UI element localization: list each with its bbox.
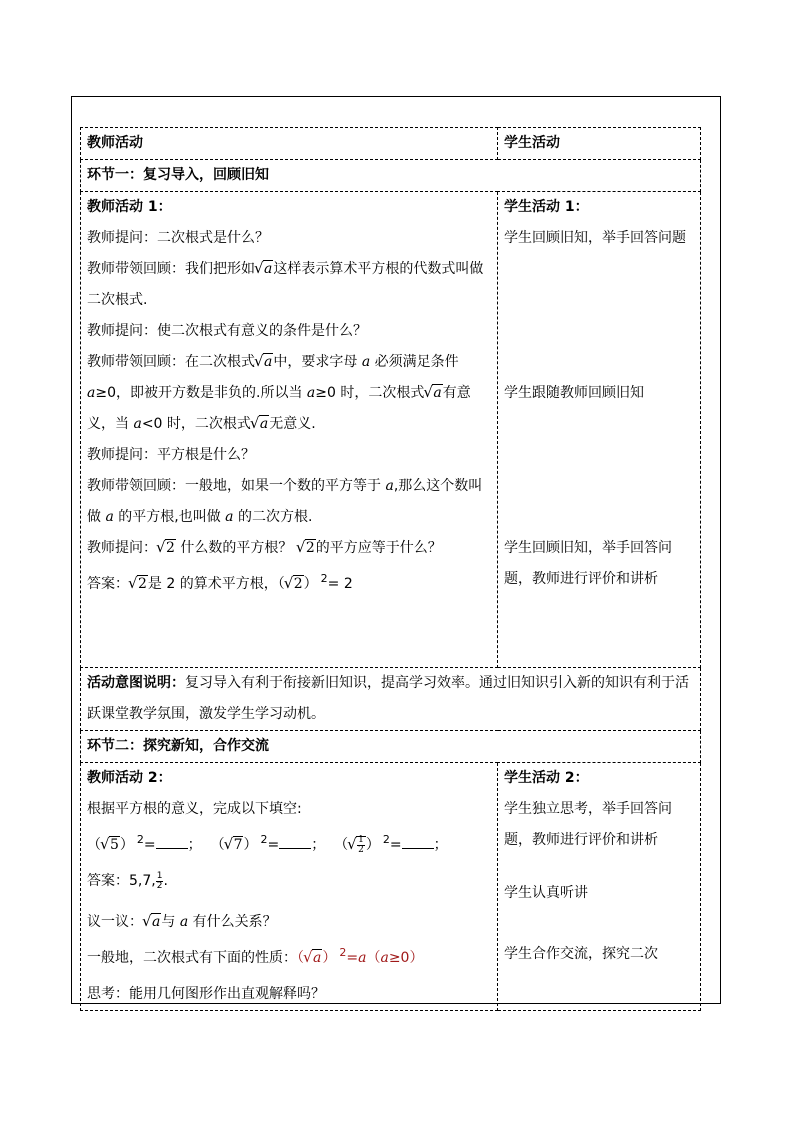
sqrt-a: √ a [255,254,273,285]
student-activity-6: 学生合作交流，探究二次 [504,946,658,962]
sqrt-half [348,825,366,865]
sqrt-2: √ 2 [297,533,316,564]
blank-field [156,836,188,849]
property-formula: （√ a） $^2$=a（a≥0） [297,950,423,966]
activity2-teacher-cell [81,763,498,1011]
teacher-question-3: 教师提问：平方根是什么？ [87,447,255,463]
teacher-question-4: 教师提问：√ 2 什么数的平方根？ √ 2的平方应等于什么？ [87,533,491,564]
sqrt-2: √ 2 [157,533,176,564]
think-line: 思考：能用几何图形作出直观解释吗？ [87,986,325,1002]
spacer [504,254,694,378]
spacer [504,856,694,878]
activity1-row [81,192,701,668]
header-teacher: 教师活动 [81,128,498,160]
sqrt-a: √ a [255,347,273,378]
student-activity-4: 学生独立思考，举手回答问题，教师进行评价和讲析 [504,801,672,848]
lesson-table [80,127,701,1011]
section1-title: 环节一：复习导入，回顾旧知 [81,160,701,192]
sqrt-a: √ a [251,409,269,440]
student-activity-5: 学生认真听讲 [504,885,588,901]
blank-field [402,836,434,849]
teacher-review-3: 教师带领回顾：一般地，如果一个数的平方等于 a,那么这个数叫做 a 的平方根,也叫做 a 的二次方根. [87,478,483,525]
teacher-question-1: 教师提问：二次根式是什么？ [87,230,269,246]
header-row [81,128,701,160]
sqrt-a: √ a [304,938,322,978]
section2-row [81,731,701,763]
sqrt-7: √ 7 [225,825,244,865]
activity1-student-cell [498,192,701,668]
spacer [87,605,491,667]
spacer [504,409,694,533]
sqrt-2: √ 2 [285,564,304,604]
spacer [504,909,694,939]
student-activity-3: 学生回顾旧知，举手回答问题，教师进行评价和讲析 [504,540,672,587]
activity2-row [81,763,701,1011]
fill-blanks: （√ 5） $^2$= ； （√ 7） $^2$= ； （ √ $\frac{1}{2}$ ） $^2$= ； [87,825,491,866]
answer-1: 答案：√ 2是 2 的算术平方根，（√ 2） $^2$= 2 [87,564,491,605]
fraction-half: $\frac{1}{2}$ [156,870,163,891]
student-activity-2: 学生跟随教师回顾旧知 [504,385,644,401]
activity2-student-title: 学生活动 2： [504,770,589,786]
student-activity-1: 学生回顾旧知，举手回答问题 [504,230,686,246]
sqrt-5: √ 5 [101,825,120,865]
sqrt-2: √ 2 [129,564,148,604]
property-line: 一般地，二次根式有下面的性质：（√ a） $^2$=a（a≥0） [87,938,491,979]
teacher-question-2: 教师提问：使二次根式有意义的条件是什么？ [87,323,367,339]
activity1-teacher-cell [81,192,498,668]
fill-instruction: 根据平方根的意义，完成以下填空: [87,801,302,817]
fraction-half: √ $\frac{1}{2}$ [358,834,364,855]
sqrt-a: √ a [143,907,161,938]
answer-2: 答案：5,7, $\frac{1}{2}$ . [87,870,168,891]
intent-label: 活动意图说明： [87,675,185,691]
header-student: 学生活动 [498,128,701,160]
activity2-teacher-title: 教师活动 2： [87,770,172,786]
intent-text: 复习导入有利于衔接新旧知识，提高学习效率。通过旧知识引入新的知识有利于活跃课堂教学氛围，激发学生学习动机。 [87,675,689,722]
teacher-review-2: 教师带领回顾：在二次根式√ a中，要求字母 a 必须满足条件 a≥0，即被开方数是非负的.所以当 a≥0 时，二次根式√ a有意义，当 a<0 时，二次根式√ a无意义. [87,347,491,440]
discuss-line: 议一议：√ a与 a 有什么关系？ [87,907,491,938]
intent-cell [81,668,701,731]
sqrt-a: √ a [424,378,442,409]
activity1-student-title: 学生活动 1： [504,199,589,215]
activity1-teacher-title: 教师活动 1： [87,199,172,215]
intent-row [81,668,701,731]
teacher-review-1: 教师带领回顾：我们把形如√ a这样表示算术平方根的代数式叫做二次根式. [87,254,491,316]
section2-title: 环节二：探究新知，合作交流 [81,731,701,763]
activity2-student-cell [498,763,701,1011]
blank-field [279,836,311,849]
section1-row [81,160,701,192]
